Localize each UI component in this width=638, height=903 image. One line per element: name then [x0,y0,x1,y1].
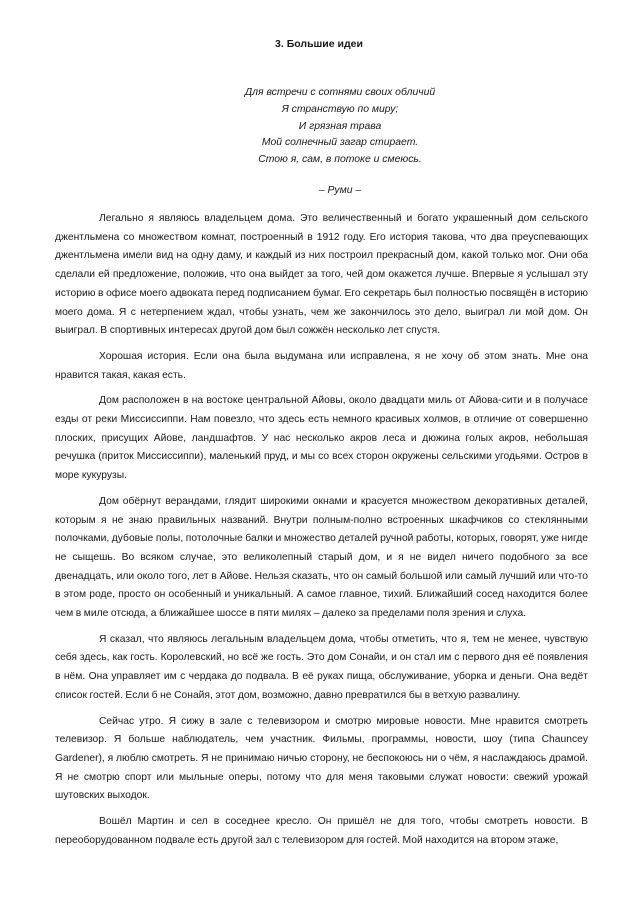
paragraph: Дом расположен в на востоке центральной Айовы, около двадцати миль от Айова-сити и в получасе езды от реки Миссиссиппи. Нам повезло, что здесь есть немного красивых холмов, в отличие от совершенно плоских, присущих Айове, ландшафтов. У нас несколько акров леса и дюжина голых акров, небольшая речушка (приток Миссиссиппи), маленький пруд, и мы со всех сторон окружены сельскими угодьями. Остров в море кукурузы. [55,395,588,482]
epigraph [190,85,490,169]
epigraph-line: Стою я, сам, в потоке и смеюсь. [258,154,422,166]
epigraph-line: Для встречи с сотнями своих обличий [244,87,436,98]
epigraph-line: Я странствую по миру; [281,103,399,115]
paragraph: Хорошая история. Если она была выдумана или исправлена, я не хочу об этом знать. Мне она нравится такая, какая есть. [55,350,588,381]
paragraph: Дом обёрнут верандами, глядит широкими окнами и красуется множеством декоративных деталей, которым я не знаю правильных названий. Внутри полным-полно встроенных шкафчиков со стеклянными полочками, дубовые полы, потолочные балки и множество деталей ручной работы, которых, говорят, уже нигде не сыщешь. Во всяком случае, это великолепный старый дом, и я не видел ничего подобного за все двенадцать, или около того, лет в Айове. Нельзя сказать, что он самый большой или самый лучший или что-то в этом роде, просто он особенный и уникальный. А самое главное, тихий. Ближайший сосед находится более чем в миле отсюда, а ближайшее шоссе в пяти милях – далеко за пределами поля зрения и слуха. [55,495,588,620]
paragraph: Легально я являюсь владельцем дома. Это величественный и богато украшенный дом сельского джентльмена со множеством комнат, построенный в 1912 году. Его история такова, что два преуспевающих джентльмена имели вид на одну даму, и каждый из них построил прекрасный дом, какой только мог. Они оба сделали ей предложение, положив, что она выйдет за того, чей дом окажется лучше. Впервые я услышал эту историю в офисе моего адвоката перед подписанием бумаг. Его секретарь был полностью посвящён в историю моего дома. Я с нетерпением ждал, чтобы узнать, чем же закончилось это дело, выиграл ли мой дом. Он выиграл. В спортивных интересах другой дом был сожжён несколько лет спустя. [55,213,588,337]
paragraph: Вошёл Мартин и сел в соседнее кресло. Он пришёл не для того, чтобы смотреть новости. В переоборудованном подвале есть другой зал с телевизором для гостей. Мой находится на втором этаже, [55,816,588,846]
epigraph-line: Мой солнечный загар стирает. [261,137,419,149]
chapter-title: 3. Большие идеи [275,38,363,50]
paragraph: Я сказал, что являюсь легальным владельцем дома, чтобы отметить, что я, тем не менее, чувствую себя здесь, как гость. Королевский, но всё же гость. Это дом Сонайи, и он стал им с первого дня её появления в нём. Она управляет им с чердака до подвала. В её руках пища, обслуживание, уборка и деньги. Она ведёт список гостей. Если б не Сонайя, этот дом, возможно, давно превратился бы в ветхую развалину. [55,633,588,701]
paragraph: Сейчас утро. Я сижу в зале с телевизором и смотрю мировые новости. Мне нравится смотреть телевизор. Я больше наблюдатель, чем участник. Фильмы, программы, новости, шоу (типа Chauncey Gardener), я люблю смотреть. Я не принимаю ничью сторону, не беспокоюсь ни о чём, я наслаждаюсь драмой. Я не смотрю спорт или мыльные оперы, потому что для меня таковыми служат новости: свежий урожай шутовских выходок. [55,715,588,802]
epigraph-line: И грязная трава [298,120,382,132]
body-text [55,210,588,858]
epigraph-author: – Руми – [318,185,362,196]
